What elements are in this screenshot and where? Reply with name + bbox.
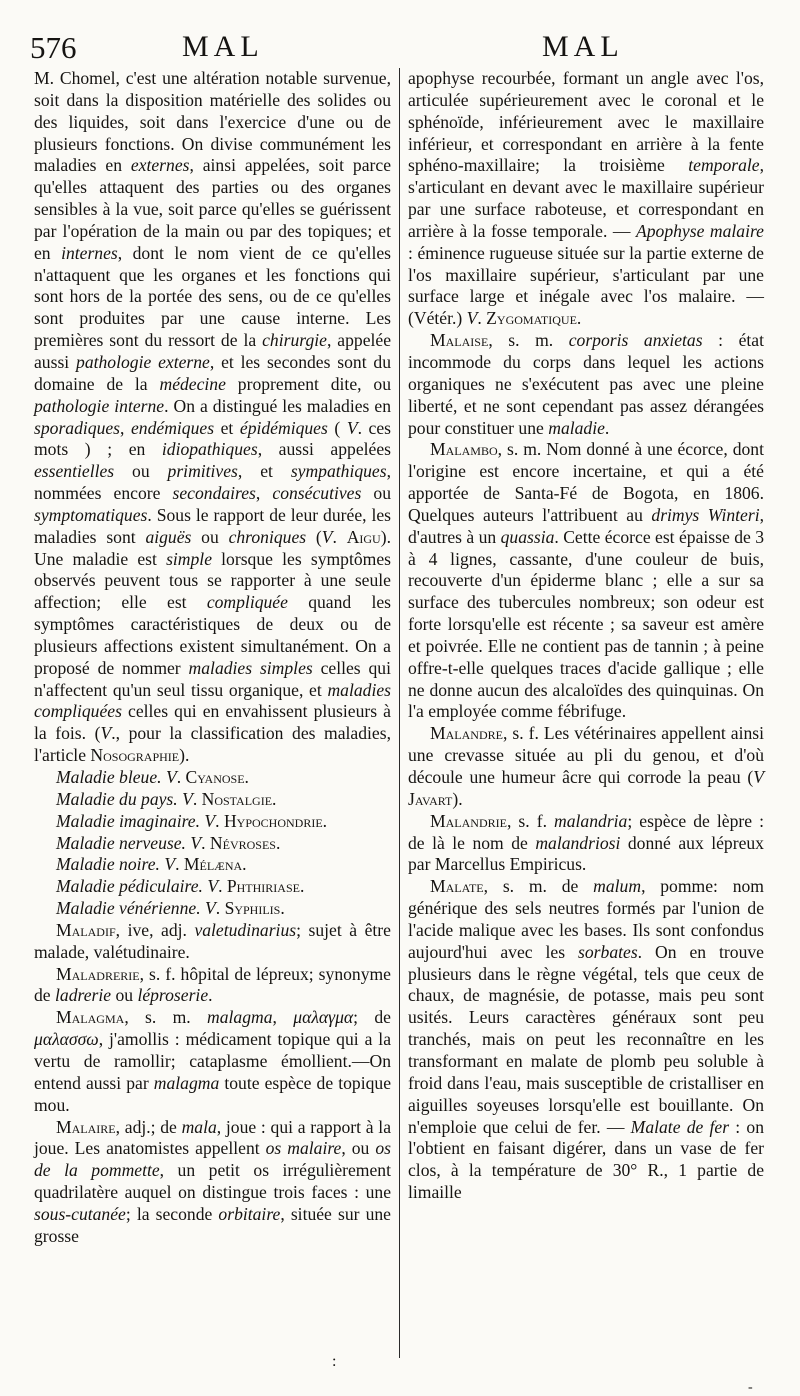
- subentry-maladie-noire: Maladie noire. V. Mélæna.: [56, 854, 247, 875]
- subentry-maladie-pediculaire: Maladie pédiculaire. V. Phthiriase.: [56, 876, 305, 897]
- page-number: 576: [30, 30, 77, 65]
- headword: Malaire: [56, 1116, 116, 1137]
- subentry-maladie-bleue: Maladie bleue. V. Cyanose.: [56, 767, 249, 787]
- entry-maladie-continued: M. Chomel, c'est une altération notable survenue, soit dans la disposition matérielle des solides ou des liquides, soit dans l'exercice d'une ou de plusieurs fonctions. On divise communément les maladies en externes, ainsi appelées, soit parce qu'elles attaquent des parties ou des organes sensibles à la vue, soit parce qu'elles se guérissent par l'opération de la main ou par des topiques; et en internes, dont le nom vient de ce qu'elles n'attaquent que les organes et les fonctions qui sont hors de la portée des sens, ou de ce qu'elles sont produites par une cause interne. Les premières sont du ressort de la chirurgie, appelée aussi pathologie externe, et les secondes sont du domaine de la médecine proprement dite, ou pathologie interne. On a distingué les maladies en sporadiques, endémiques et épidémiques ( V. ces mots ) ; en idiopathiques, aussi appelées essentielles ou primitives, et sympathiques, nommées encore secondaires, consécutives ou symptomatiques. Sous le rapport de leur durée, les maladies sont aiguës ou chroniques (V. Aigu). Une maladie est simple lorsque les symptômes observés peuvent tous se rapporter à une seule affection; elle est compliquée quand les symptômes caractéristiques de deux ou de plusieurs affections existent simultanément. On a proposé de nommer maladies simples celles qui n'affectent qu'un seul tissu organique, et maladies compliquées celles qui en envahissent plusieurs à la fois. (V., pour la classification des maladies, l'article Nosographie).: [34, 68, 392, 766]
- entry-maladrerie: Maladrerie, s. f. hôpital de lépreux; synonyme de ladrerie ou léproserie.: [34, 963, 391, 1006]
- running-head-left: MAL: [182, 30, 264, 63]
- entry-malaise: Malaise, s. m. corporis anxietas : état incommode du corps dans lequel les actions organiques ne s'exécutent pas avec une pleine liberté, et ne sont cependant pas assez dérangées pour constituer une maladie.: [408, 330, 764, 438]
- subentry-maladie-imaginaire: Maladie imaginaire. V. Hypochondrie.: [56, 810, 328, 831]
- entry-malate: Malate, s. m. de malum, pomme: nom générique des sels neutres formés par l'union de l'acide malique avec les bases. Ils sont confondus aujourd'hui avec les sorbates. On en trouve plusieurs dans le règne végétal, tels que ceux de chaux, de magnésie, de potasse, mais peu sont usités. Leurs caractères généraux sont peu tranchés, mais on peut les reconnaître en les transformant en malate de plomb peu soluble à froid dans l'eau, mais susceptible de cristalliser en aiguilles soyeuses lorsqu'elle est bouillante. On n'emploie que celui de fer. — Malate de fer : on l'obtient en faisant digérer, dans un vase de fer clos, à la température de 30° R., 1 partie de limaille: [408, 876, 765, 1203]
- headword: Malambo: [430, 439, 498, 460]
- headword: Maladrerie: [56, 963, 140, 984]
- entry-malaire-continued: apophyse recourbée, formant un angle avec l'os, articulée supérieurement avec le coronal et le sphénoïde, inférieurement avec le maxillaire inférieur, et correspondant en arrière à la fente sphéno-maxillaire; la troisième temporale, s'articulant en devant avec le maxillaire supérieur par une surface raboteuse, et correspondant en arrière à la fosse temporale. — Apophyse malaire : éminence rugueuse située sur la partie externe de l'os maxillaire supérieur, s'articulant par une surface large et inégale avec l'os malaire. — (Vétér.) V. Zygomatique.: [408, 68, 764, 329]
- entry-malagma: Malagma, s. m. malagma, μαλαγμα; de μαλασσω, j'amollis : médicament topique qui a la vertu de ramollir; cataplasme émollient.—On entend aussi par malagma toute espèce de topique mou.: [34, 1007, 392, 1115]
- headword: Maladif: [56, 919, 116, 940]
- entry-malambo: Malambo, s. m. Nom donné à une écorce, dont l'origine est encore incertaine, et qui a été apportée de Santa-Fé de Bogota, en 1806. Quelques auteurs l'attribuent au drimys Winteri, d'autres à un quassia. Cette écorce est épaisse de 3 à 4 lignes, cassante, d'une couleur de buis, recouverte d'un épiderme blanc ; elle a sur sa surface des tubercules nombreux; son odeur est forte lorsqu'elle est récente ; sa saveur est amère et poivrée. Elle ne contient pas de tannin ; à peine offre-t-elle quelques traces d'acide gallique ; elle ne donne aucun des alcaloïdes des quinquinas. On l'a employée comme fébrifuge.: [408, 439, 765, 722]
- right-column: [408, 68, 764, 1204]
- entry-malaire: Malaire, adj.; de mala, joue : qui a rapport à la joue. Les anatomistes appellent os malaire, ou os de la pommette, un petit os irrégulièrement quadrilatère auquel on distingue trois faces : une sous-cutanée; la seconde orbitaire, située sur une grosse: [34, 1116, 392, 1246]
- headword: Malaise: [430, 330, 489, 351]
- column-divider: [399, 68, 400, 1358]
- headword: Malate: [430, 876, 484, 897]
- corner-mark: -: [748, 1380, 753, 1395]
- headword: Malandre: [430, 723, 503, 744]
- left-column: [34, 68, 391, 1248]
- entry-malandrie: Malandrie, s. f. malandria; espèce de lèpre : de là le nom de malandriosi donné aux lépreux par Marcellus Empiricus.: [408, 810, 764, 875]
- entry-maladif: Maladif, ive, adj. valetudinarius; sujet à être malade, valétudinaire.: [34, 919, 391, 962]
- running-header: [0, 30, 800, 70]
- headword: Malandrie: [430, 810, 507, 831]
- entry-malandre: Malandre, s. f. Les vétérinaires appellent ainsi une crevasse située au pli du genou, et d'où découle une humeur âcre qui corrode la peau (V Javart).: [408, 723, 764, 809]
- footer-mark: :: [332, 1353, 337, 1370]
- running-head-right: MAL: [542, 30, 624, 63]
- subentry-maladie-venerienne: Maladie vénérienne. V. Syphilis.: [56, 898, 285, 919]
- headword: Malagma: [56, 1007, 125, 1028]
- subentry-maladie-du-pays: Maladie du pays. V. Nostalgie.: [56, 788, 277, 809]
- subentry-maladie-nerveuse: Maladie nerveuse. V. Névroses.: [56, 832, 281, 853]
